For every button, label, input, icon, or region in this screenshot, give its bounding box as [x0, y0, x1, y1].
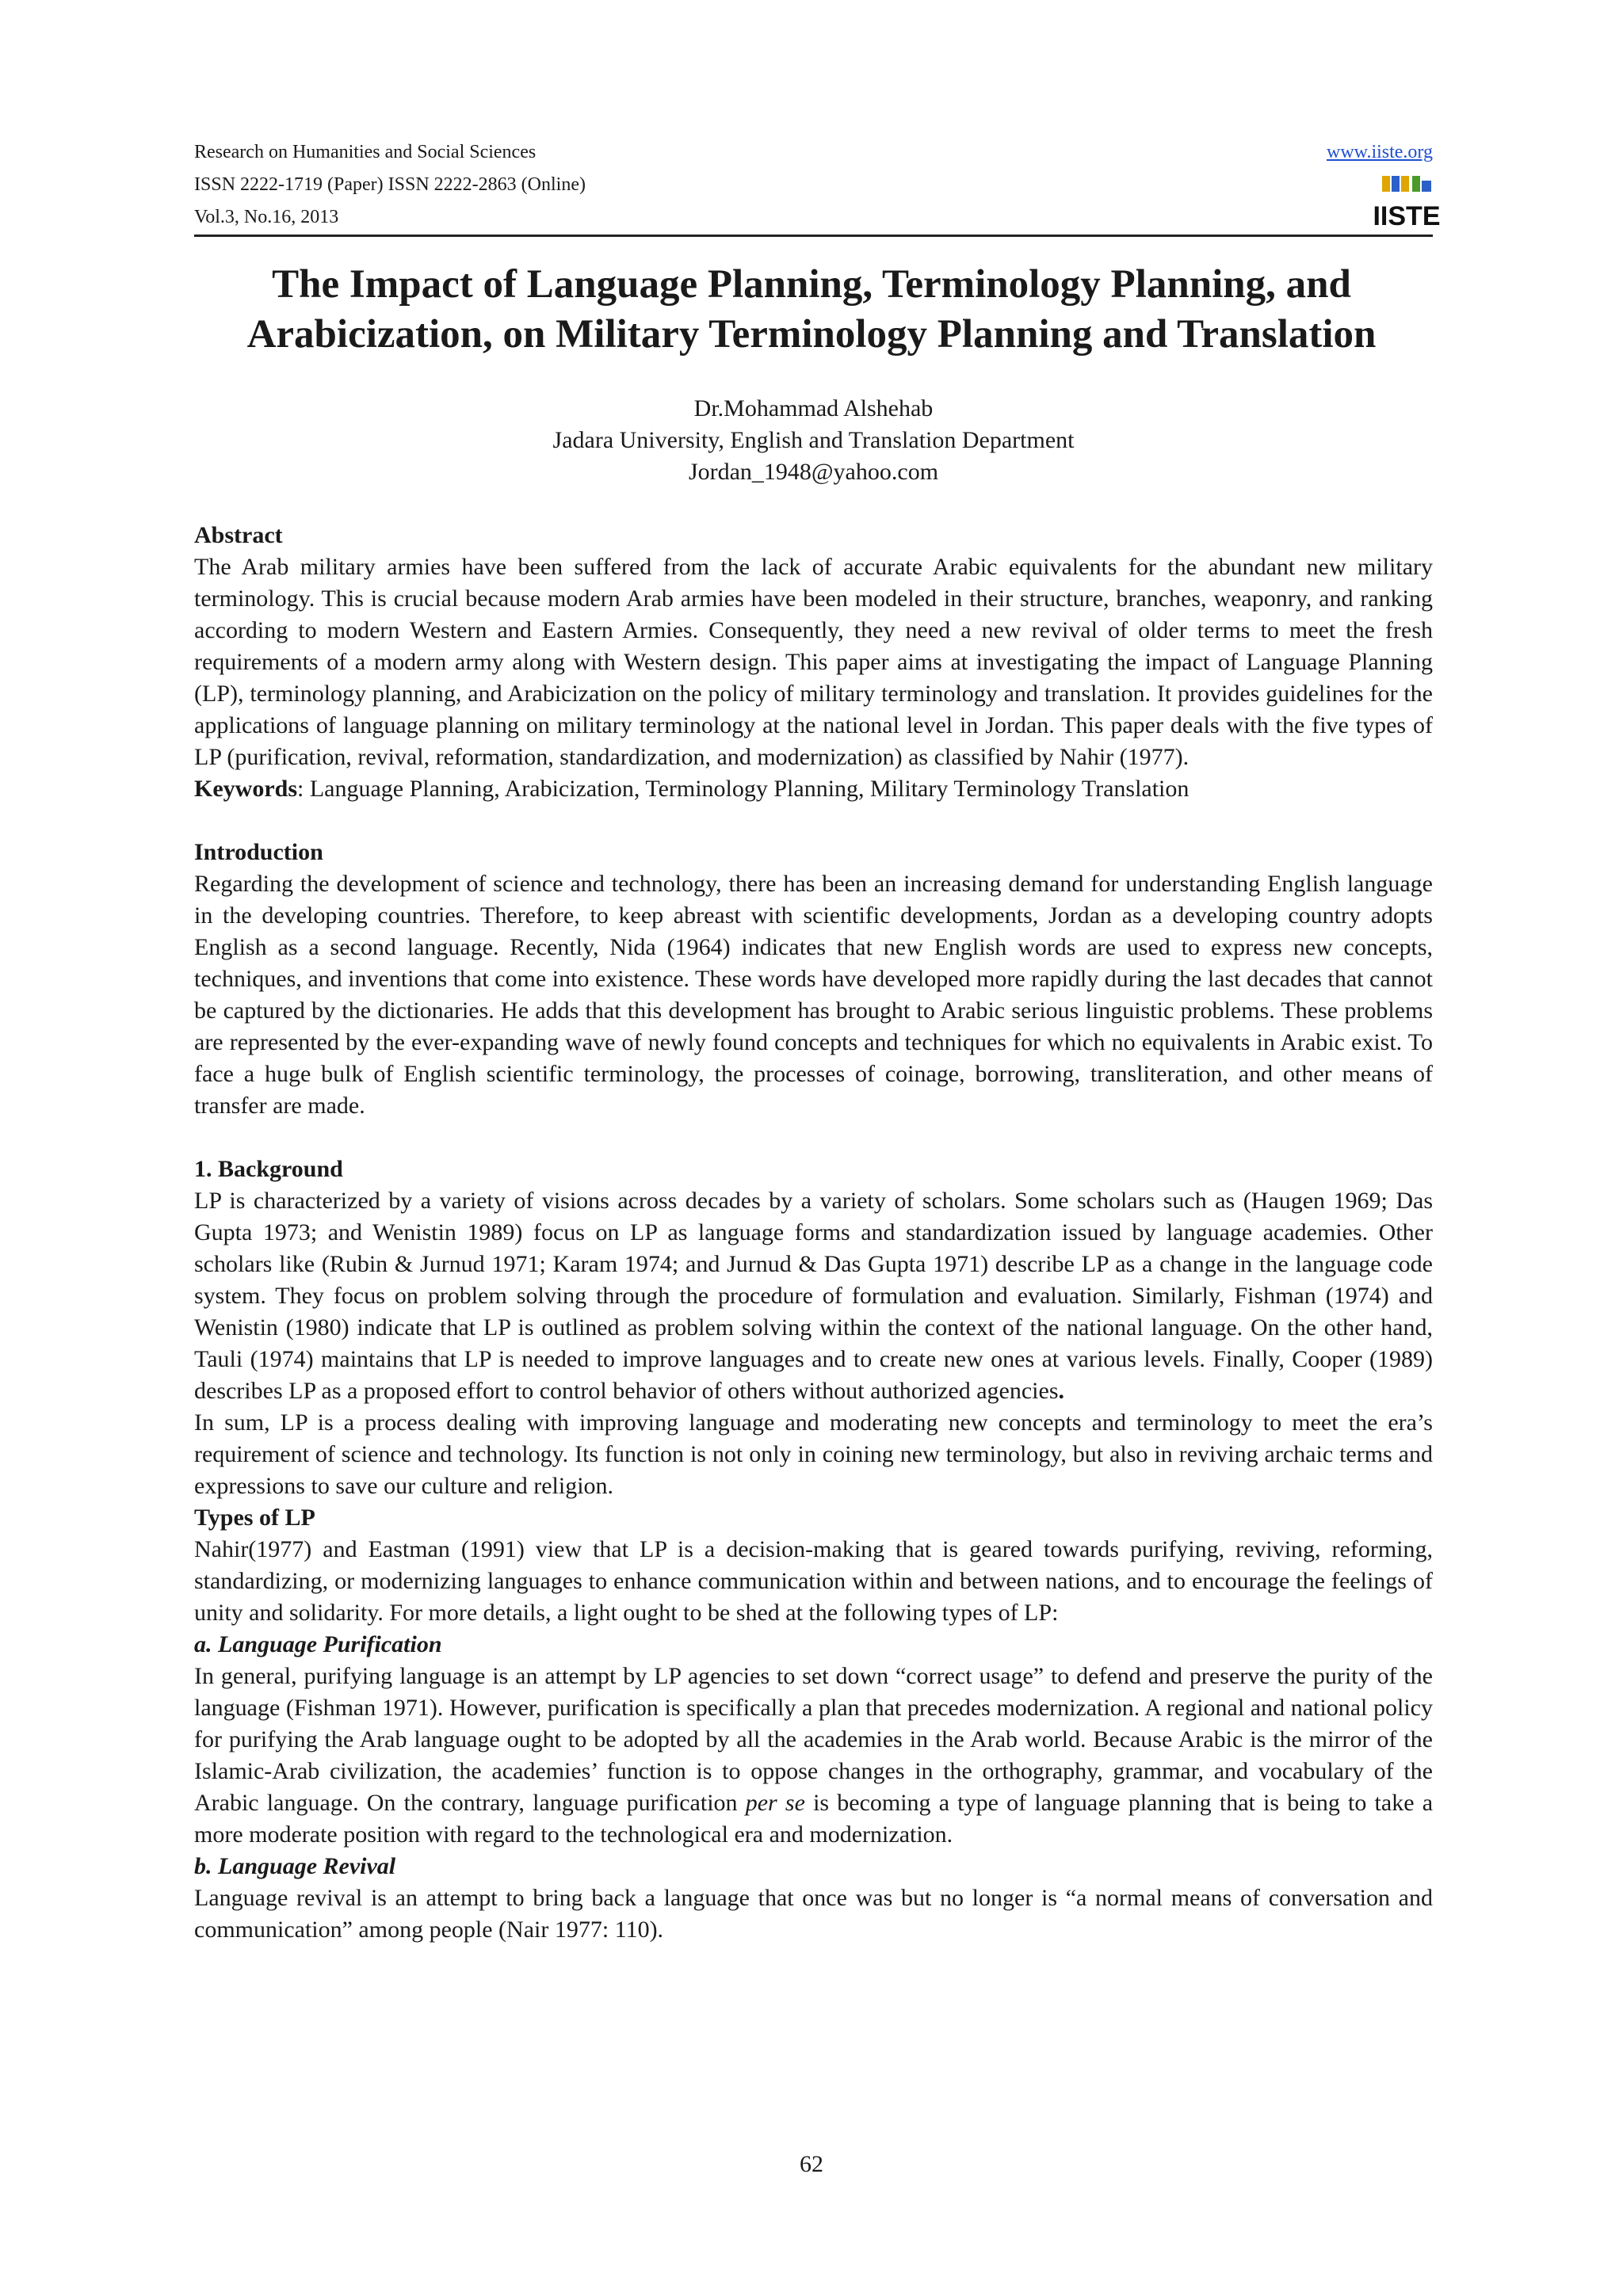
- abstract-heading: Abstract: [194, 522, 283, 548]
- header-rule: [194, 235, 1433, 237]
- background-paragraph-2: In sum, LP is a process dealing with improving language and moderating new concepts and terminology to meet the era’s requirement of science and technology. Its function is not only in coining new terminology, but also in reviving archaic terms and expressions to save our culture and religion.: [194, 1409, 1433, 1499]
- keywords-list: : Language Planning, Arabicization, Terminology Planning, Military Terminology Translation: [297, 776, 1190, 802]
- background-paragraph-1: [194, 1185, 1433, 1407]
- introduction-text: Regarding the development of science and technology, there has been an increasing demand for understanding English language in the developing countries. Therefore, to keep abreast with scientific developments, Jordan as a developing country adopts English as a second language. Recently, Nida (1964) indicates that new English words are used to express new concepts, techniques, and inventions that come into existence. These words have developed more rapidly during the last decades that cannot be captured by the dictionaries. He adds that this development has brought to Arabic serious linguistic problems. These problems are represented by the ever-expanding wave of newly found concepts and techniques for which no equivalents in Arabic exist. To face a huge bulk of English scientific terminology, the processes of coinage, borrowing, transliteration, and other means of transfer are made.: [194, 871, 1433, 1119]
- paper-body: [194, 520, 1433, 1946]
- revival-text: Language revival is an attempt to bring back a language that once was but no longer is “a normal means of conversation and communication” among people (Nair 1977: 110).: [194, 1885, 1433, 1943]
- logo-lettering: IISTE: [1373, 201, 1441, 231]
- purification-heading: a. Language Purification: [194, 1631, 442, 1657]
- background-heading: 1. Background: [194, 1156, 343, 1182]
- journal-name: Research on Humanities and Social Sciences: [194, 142, 537, 162]
- keywords-line: [194, 773, 1433, 805]
- purification-italic-term: per se: [745, 1790, 805, 1816]
- abstract-text: The Arab military armies have been suffered from the lack of accurate Arabic equivalents for the abundant new military terminology. This is crucial because modern Arab armies have been modeled in their structure, branches, weaponry, and ranking according to modern Western and Eastern Armies. Consequently, they need a new revival of older terms to meet the fresh requirements of a modern army along with Western design. This paper aims at investigating the impact of Language Planning (LP), terminology planning, and Arabicization on the policy of military terminology and translation. It provides guidelines for the applications of language planning on military terminology at the national level in Jordan. This paper deals with the five types of LP (purification, revival, reformation, standardization, and modernization) as classified by Nahir (1977).: [194, 554, 1433, 770]
- revival-heading: b. Language Revival: [194, 1853, 396, 1879]
- keywords-label: Keywords: [194, 776, 297, 802]
- website-link[interactable]: www.iiste.org: [1327, 142, 1433, 162]
- page-number: 62: [800, 2151, 823, 2177]
- volume-line: Vol.3, No.16, 2013: [194, 207, 339, 227]
- types-heading: Types of LP: [194, 1505, 315, 1531]
- author-affiliation: Jadara University, English and Translation Department: [552, 427, 1075, 453]
- purification-text-start: In general, purifying language is an attempt by LP agencies to set down “correct usage” to defend and preserve the purity of the language (Fishman 1971). However, purification is specifically a plan that precedes modernization. A regional and national policy for purifying the Arab language ought to be adopted by all the academies in the Arab world. Because Arabic is the mirror of the Islamic-Arab civilization, the academies’ function is to oppose changes in the orthography, grammar, and vocabulary of the Arabic language. On the contrary, language purification: [194, 1663, 1433, 1816]
- purification-text-end: is becoming a type of language planning that is being to take a more moderate position with regard to the technological era and modernization.: [194, 1790, 1434, 1848]
- author-email: Jordan_1948@yahoo.com: [688, 459, 939, 485]
- purification-text: [194, 1661, 1433, 1851]
- background-p1-period: .: [1058, 1378, 1065, 1404]
- author-name: Dr.Mohammad Alshehab: [693, 395, 934, 421]
- issn-line: ISSN 2222-1719 (Paper) ISSN 2222-2863 (Online): [194, 174, 586, 195]
- iiste-logo: [1373, 174, 1441, 231]
- running-header: [194, 136, 1441, 234]
- background-p1-text: LP is characterized by a variety of visions across decades by a variety of scholars. Some scholars such as (Haugen 1969; Das Gupta 1973; and Wenistin 1989) focus on LP as language forms and standardization issued by language academies. Other scholars like (Rubin & Jurnud 1971; Karam 1974; and Jurnud & Das Gupta 1971) describe LP as a change in the language code system. They focus on problem solving through the procedure of formulation and evaluation. Similarly, Fishman (1974) and Wenistin (1980) indicate that LP is outlined as problem solving within the context of the national language. On the other hand, Tauli (1974) maintains that LP is needed to improve languages and to create new ones at various levels. Finally, Cooper (1989) describes LP as a proposed effort to control behavior of others without authorized agencies: [194, 1188, 1433, 1404]
- author-block: [194, 393, 1433, 488]
- introduction-heading: Introduction: [194, 839, 323, 865]
- types-text: Nahir(1977) and Eastman (1991) view that LP is a decision-making that is geared towards purifying, reviving, reforming, standardizing, or modernizing languages to enhance communication within and between nations, and to encourage the feelings of unity and solidarity. For more details, a light ought to be shed at the following types of LP:: [194, 1536, 1433, 1626]
- paper-title: The Impact of Language Planning, Terminology Planning, and Arabicization, on Military Terminology Planning and Translation: [246, 262, 1377, 357]
